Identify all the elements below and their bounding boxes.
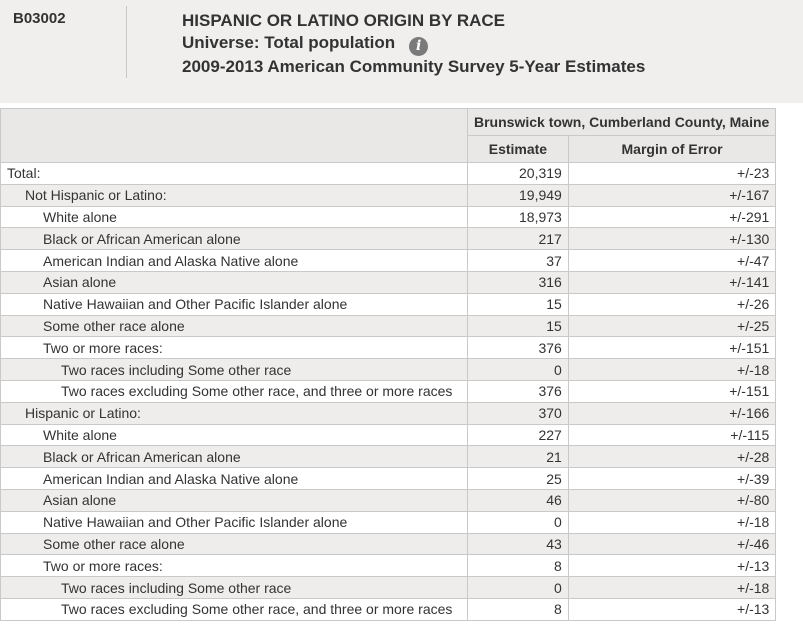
row-margin-of-error: +/-23 [568,163,775,185]
universe-text: Universe: Total population [182,33,396,52]
row-estimate: 370 [468,402,569,424]
table-row [1,315,776,337]
table-header [0,0,803,103]
row-margin-of-error: +/-166 [568,402,775,424]
row-margin-of-error: +/-167 [568,184,775,206]
row-margin-of-error: +/-18 [568,577,775,599]
header-divider [126,6,127,78]
row-margin-of-error: +/-80 [568,489,775,511]
table-row [1,184,776,206]
row-label: Two races excluding Some other race, and three or more races [1,380,468,402]
row-estimate: 46 [468,489,569,511]
row-margin-of-error: +/-13 [568,555,775,577]
row-margin-of-error: +/-25 [568,315,775,337]
row-label: White alone [1,206,468,228]
table-row [1,598,776,620]
row-estimate: 18,973 [468,206,569,228]
row-label: Some other race alone [1,315,468,337]
table-row [1,533,776,555]
label-column-header [1,109,468,163]
data-table [0,108,776,621]
table-row [1,511,776,533]
row-estimate: 217 [468,228,569,250]
row-label: Hispanic or Latino: [1,402,468,424]
row-label: American Indian and Alaska Native alone [1,468,468,490]
table-row [1,359,776,381]
table-row [1,163,776,185]
table-row [1,446,776,468]
table-row [1,337,776,359]
row-label: American Indian and Alaska Native alone [1,250,468,272]
title-block [182,10,645,78]
row-label: Two races excluding Some other race, and three or more races [1,598,468,620]
table-row [1,206,776,228]
estimate-column-header: Estimate [468,136,569,163]
geography-header: Brunswick town, Cumberland County, Maine [468,109,776,136]
table-row [1,577,776,599]
row-estimate: 15 [468,293,569,315]
row-estimate: 37 [468,250,569,272]
table-row [1,468,776,490]
row-margin-of-error: +/-13 [568,598,775,620]
row-estimate: 376 [468,380,569,402]
table-title: HISPANIC OR LATINO ORIGIN BY RACE [182,11,506,30]
row-estimate: 0 [468,511,569,533]
row-label: Asian alone [1,489,468,511]
row-estimate: 43 [468,533,569,555]
row-label: Black or African American alone [1,228,468,250]
row-estimate: 20,319 [468,163,569,185]
row-margin-of-error: +/-141 [568,271,775,293]
row-label: Some other race alone [1,533,468,555]
row-label: White alone [1,424,468,446]
row-estimate: 376 [468,337,569,359]
row-estimate: 8 [468,598,569,620]
table-row [1,555,776,577]
row-label: Native Hawaiian and Other Pacific Islander alone [1,511,468,533]
row-label: Two races including Some other race [1,359,468,381]
row-label: Native Hawaiian and Other Pacific Islander alone [1,293,468,315]
row-label: Total: [1,163,468,185]
row-estimate: 0 [468,359,569,381]
row-estimate: 25 [468,468,569,490]
row-margin-of-error: +/-130 [568,228,775,250]
row-margin-of-error: +/-18 [568,359,775,381]
info-icon[interactable]: i [409,37,428,56]
table-row [1,250,776,272]
row-estimate: 15 [468,315,569,337]
row-margin-of-error: +/-28 [568,446,775,468]
row-label: Not Hispanic or Latino: [1,184,468,206]
row-estimate: 0 [468,577,569,599]
moe-column-header: Margin of Error [568,136,775,163]
row-margin-of-error: +/-39 [568,468,775,490]
table-id: B03002 [13,10,66,27]
row-estimate: 316 [468,271,569,293]
row-margin-of-error: +/-46 [568,533,775,555]
row-margin-of-error: +/-18 [568,511,775,533]
table-row [1,402,776,424]
row-margin-of-error: +/-26 [568,293,775,315]
table-row [1,228,776,250]
table-row [1,424,776,446]
row-label: Two or more races: [1,337,468,359]
row-label: Asian alone [1,271,468,293]
table-row [1,489,776,511]
row-margin-of-error: +/-291 [568,206,775,228]
survey-title: 2009-2013 American Community Survey 5-Year Estimates [182,57,646,76]
table-row [1,293,776,315]
row-label: Two or more races: [1,555,468,577]
row-estimate: 21 [468,446,569,468]
universe-line [182,32,645,56]
row-margin-of-error: +/-115 [568,424,775,446]
row-label: Two races including Some other race [1,577,468,599]
row-label: Black or African American alone [1,446,468,468]
row-estimate: 8 [468,555,569,577]
table-row [1,271,776,293]
row-margin-of-error: +/-47 [568,250,775,272]
table-row [1,380,776,402]
row-estimate: 19,949 [468,184,569,206]
row-margin-of-error: +/-151 [568,337,775,359]
row-margin-of-error: +/-151 [568,380,775,402]
row-estimate: 227 [468,424,569,446]
